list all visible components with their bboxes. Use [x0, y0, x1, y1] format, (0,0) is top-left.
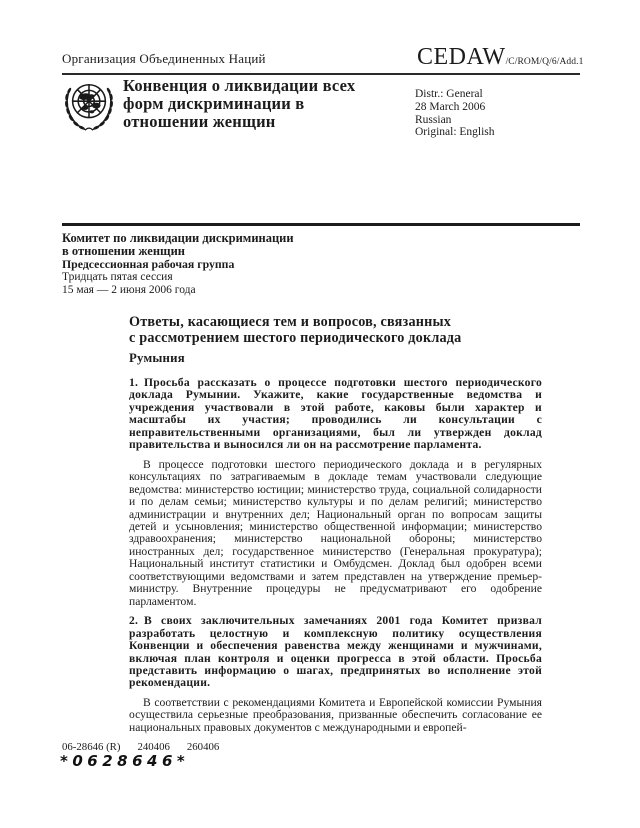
paragraph-1-number: 1.: [129, 376, 139, 389]
paragraph-2: В процессе подготовки шестого периодического доклада и в регулярных консультациях по затрагиваемым в докладе темам участвовали следующие ведомства: министерство юстиции; министерство труда, социальной солидарности и по делам семьи; министерство культуры и по делам религий; министерство администрации и внутренних дел; Национальный орган по вопросам защиты детей и усыновления; министерство общественной информации; министерство здравоохранения; министерство национальной обороны; министерство иностранных дел; государственное министерство (Генеральная прокуратура); Национальный институт статистики и Омбудсмен. Доклад был одобрен всеми соответствующими ведомствами и затем представлен на утверждение премьер-министру. Внутренние процедуры не предусматривают его одобрение парламентом.: [129, 457, 542, 608]
body-text: [129, 377, 542, 734]
presession-working-group: Предсессионная рабочая группа: [62, 256, 235, 271]
paragraph-1: [129, 377, 542, 452]
committee-name-line2: в отношении женщин: [62, 243, 185, 258]
committee-block: [62, 232, 294, 297]
masthead-cedaw: CEDAW: [417, 44, 506, 70]
report-title: [129, 315, 559, 346]
paragraph-3-text: В своих заключительных замечаниях 2001 года Комитет призвал разработать целостную и комплексную политику осуществления Конвенции и обеспечения равенства между женщинами и мужчинами, включая план контроля и оценки прогресса в этой области. Просьба представить информацию о шагах, предпринятых во исполнение этой рекомендации.: [129, 614, 542, 690]
distr-date: 28 March 2006: [415, 100, 486, 113]
report-title-line2: с рассмотрением шестого периодического доклада: [129, 329, 462, 346]
document-symbol: /C/ROM/Q/6/Add.1: [505, 57, 584, 67]
convention-title-line2: форм дискриминации в: [123, 94, 305, 114]
distribution-block: [415, 88, 495, 139]
paragraph-3: [129, 615, 542, 690]
distr-type: Distr.: General: [415, 88, 483, 100]
un-emblem-icon: [60, 79, 118, 133]
country-heading: Румыния: [129, 351, 185, 365]
barcode-text: *0628646*: [60, 752, 190, 770]
masthead: [417, 44, 583, 71]
footer-document-number: 06-28646 (R): [62, 741, 121, 753]
footer-code-2: 260406: [186, 741, 220, 753]
section-rule: [62, 223, 580, 226]
committee-name-line1: Комитет по ликвидации дискриминации: [62, 231, 294, 245]
distr-language: Russian: [415, 113, 452, 126]
header-org-name: Организация Объединенных Наций: [62, 51, 266, 66]
convention-title: [123, 77, 408, 132]
distr-original: Original: English: [415, 126, 495, 139]
paragraph-4: В соответствии с рекомендациями Комитета и Европейской комиссии Румыния осуществила серьезные преобразования, призванные обеспечить согласование ее национальных правовых документов с международными и европей-: [129, 695, 542, 734]
footer-code-1: 240406: [137, 741, 170, 753]
convention-title-line3: отношении женщин: [123, 112, 276, 132]
convention-title-line1: Конвенция о ликвидации всех: [123, 76, 356, 95]
header-rule: [62, 73, 580, 75]
paragraph-3-number: 2.: [129, 614, 139, 628]
report-title-line1: Ответы, касающиеся тем и вопросов, связанных: [129, 314, 452, 330]
paragraph-1-text: Просьба рассказать о процессе подготовки шестого периодического доклада Румынии. Укажите, какие государственные ведомства и учреждения участвовали в этой работе, каковы были характер и масштабы их участия; проводились ли консультации с неправительственными организациями, был ли утвержден доклад правительства и выносился ли он на рассмотрение парламента.: [129, 376, 542, 452]
session-dates: 15 мая — 2 июня 2006 года: [62, 283, 196, 296]
session-number: Тридцать пятая сессия: [62, 270, 173, 283]
